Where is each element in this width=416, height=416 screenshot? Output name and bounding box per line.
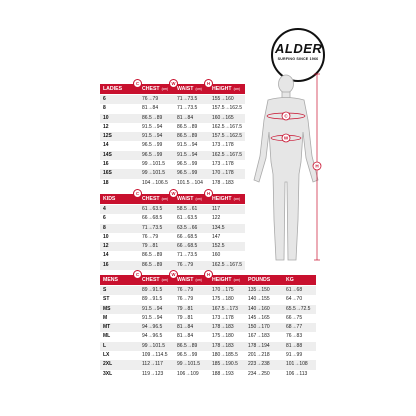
value-cell: 112→117 [142, 361, 163, 368]
size-cell: M [103, 314, 108, 321]
size-cell: 14 [103, 142, 109, 149]
value-cell: 178→183 [212, 342, 234, 349]
value-cell: 173→178 [212, 142, 234, 149]
chest-badge: C [133, 189, 142, 198]
value-cell: 99→101.5 [142, 170, 166, 177]
value-cell: 71→73.5 [177, 252, 198, 259]
value-cell: 135→150 [248, 287, 270, 293]
value-cell: 162.5→167.5 [212, 261, 243, 268]
table-row [100, 141, 245, 150]
value-cell: 71→73.5 [142, 224, 163, 231]
logo-wordmark: ALDER [275, 41, 323, 56]
value-cell: 162.5→167.5 [212, 151, 243, 158]
size-cell: LX [103, 352, 110, 359]
value-cell: 96.5→99 [177, 352, 198, 359]
size-cell: 2XL [103, 361, 113, 368]
height-badge: H [204, 189, 213, 198]
figure-waist-badge: W [283, 135, 289, 141]
table-row [100, 95, 245, 104]
value-cell: 188→193 [212, 370, 234, 377]
value-cell: 86.5→89 [142, 261, 163, 268]
value-cell: 223→238 [248, 361, 270, 368]
value-cell: 81→84 [177, 324, 194, 331]
value-cell: 173→178 [212, 314, 234, 321]
value-cell: 94→96.5 [142, 324, 163, 331]
waist-badge: W [169, 189, 178, 198]
header-cell-height: HEIGHT (cm) [212, 196, 240, 202]
value-cell: 66→68.5 [142, 215, 163, 222]
value-cell: 76→79 [177, 287, 194, 293]
value-cell: 106→109 [177, 370, 199, 377]
value-cell: 76→79 [142, 96, 159, 102]
value-cell: 160 [212, 252, 221, 259]
value-cell: 91.5→94 [177, 151, 198, 158]
header-cell-chest: CHEST (cm) [142, 196, 168, 202]
value-cell: 76→79 [177, 261, 194, 268]
figure-height-badge: H [315, 163, 319, 169]
value-cell: 152.5 [212, 243, 225, 250]
value-cell: 157.5→162.5 [212, 133, 243, 140]
value-cell: 91.5→94 [142, 133, 163, 140]
kids-rows [100, 205, 245, 270]
value-cell: 94→96.5 [142, 333, 163, 340]
value-cell: 185→190.5 [212, 361, 238, 368]
size-cell: 16 [103, 261, 109, 268]
value-cell: 157.5→162.5 [212, 105, 243, 112]
figure-chest-badge: C [284, 113, 288, 119]
value-cell: 86.5→89 [177, 123, 198, 130]
kids-table-header [100, 191, 245, 205]
value-cell: 96.5→99 [177, 161, 198, 168]
ladies-rows [100, 95, 245, 188]
value-cell: 61→63.5 [142, 206, 163, 212]
value-cell: 117 [212, 206, 220, 212]
size-cell: 10 [103, 114, 109, 121]
header-cell-height: HEIGHT (cm) [212, 277, 240, 283]
size-cell: 16S [103, 170, 112, 177]
size-cell: 16 [103, 161, 109, 168]
value-cell: 76→79 [142, 233, 159, 240]
value-cell: 201→218 [248, 352, 270, 359]
size-cell: 3XL [103, 370, 113, 377]
value-cell: 101.5→104 [177, 179, 203, 186]
value-cell: 86.5→89 [177, 133, 198, 140]
value-cell: 79→81 [142, 243, 159, 250]
value-cell: 91→99 [286, 352, 303, 359]
value-cell: 180→185.5 [212, 352, 238, 359]
header-cell-pounds: POUNDS [248, 277, 271, 283]
header-cell-waist: WAIST (cm) [177, 277, 202, 283]
value-cell: 68→77 [286, 324, 303, 331]
table-row [100, 305, 316, 314]
kids-size-table [100, 191, 245, 270]
value-cell: 175→180 [212, 333, 234, 340]
value-cell: 234→250 [248, 370, 270, 377]
table-row [100, 132, 245, 141]
value-cell: 81→88 [286, 342, 303, 349]
size-cell: 4 [103, 206, 106, 212]
value-cell: 178→183 [212, 179, 234, 186]
value-cell: 155→160 [212, 96, 234, 102]
value-cell: 86.5→89 [142, 252, 163, 259]
header-cell-chest: CHEST (cm) [142, 86, 168, 92]
table-row [100, 151, 245, 160]
value-cell: 170→178 [212, 170, 234, 177]
table-row [100, 179, 245, 188]
height-badge: H [204, 79, 213, 88]
value-cell: 162.5→167.5 [212, 123, 243, 130]
table-row [100, 261, 245, 270]
value-cell: 91.5→94 [177, 142, 198, 149]
value-cell: 91.5→94 [142, 123, 163, 130]
value-cell: 71→73.5 [177, 105, 198, 112]
size-cell: MS [103, 305, 111, 312]
value-cell: 99→101.5 [177, 361, 201, 368]
value-cell: 76→79 [177, 296, 194, 303]
table-row [100, 342, 316, 351]
value-cell: 64→70 [286, 296, 303, 303]
value-cell: 96.5→99 [142, 151, 163, 158]
table-row [100, 114, 245, 123]
value-cell: 81→84 [142, 105, 159, 112]
table-row [100, 123, 245, 132]
value-cell: 91.5→94 [142, 305, 163, 312]
size-cell: 8 [103, 224, 106, 231]
value-cell: 58.5→61 [177, 206, 198, 212]
table-row [100, 224, 245, 233]
mens-rows [100, 286, 316, 379]
header-cell-size: KIDS [103, 196, 116, 202]
table-row [100, 233, 245, 242]
size-cell: 6 [103, 96, 106, 102]
value-cell: 178→194 [248, 342, 270, 349]
body-measurement-figure [246, 70, 326, 270]
value-cell: 101→108 [286, 361, 308, 368]
table-row [100, 332, 316, 341]
value-cell: 81→84 [177, 114, 194, 121]
value-cell: 96.5→99 [177, 170, 198, 177]
value-cell: 104→106.5 [142, 179, 168, 186]
header-cell-waist: WAIST (cm) [177, 86, 202, 92]
value-cell: 170→175 [212, 287, 234, 293]
value-cell: 66→68.5 [177, 233, 198, 240]
table-row [100, 286, 316, 295]
table-row [100, 360, 316, 369]
value-cell: 160→165 [212, 114, 234, 121]
value-cell: 147 [212, 233, 221, 240]
value-cell: 91.5→94 [142, 314, 163, 321]
size-cell: 10 [103, 233, 109, 240]
value-cell: 61→68 [286, 287, 303, 293]
value-cell: 122 [212, 215, 221, 222]
value-cell: 99→101.5 [142, 161, 166, 168]
header-cell-waist: WAIST (cm) [177, 196, 202, 202]
size-cell: ML [103, 333, 111, 340]
table-row [100, 314, 316, 323]
value-cell: 106→113 [286, 370, 308, 377]
value-cell: 99→101.5 [142, 342, 166, 349]
mens-size-table [100, 272, 316, 379]
size-cell: 8 [103, 105, 106, 112]
size-cell: 14S [103, 151, 112, 158]
logo-tagline: SURFING SINCE 1966 [277, 57, 319, 61]
table-row [100, 295, 316, 304]
table-row [100, 214, 245, 223]
value-cell: 140→160 [248, 305, 270, 312]
table-row [100, 104, 245, 113]
table-row [100, 160, 245, 169]
waist-badge: W [169, 270, 178, 279]
size-cell: 12 [103, 123, 109, 130]
size-cell: 12S [103, 133, 112, 140]
value-cell: 150→170 [248, 324, 270, 331]
value-cell: 86.5→89 [142, 114, 163, 121]
table-row [100, 370, 316, 379]
table-row [100, 351, 316, 360]
size-cell: 18 [103, 179, 109, 186]
size-cell: 12 [103, 243, 109, 250]
table-row [100, 323, 316, 332]
value-cell: 173→178 [212, 161, 234, 168]
header-cell-height: HEIGHT (cm) [212, 86, 240, 92]
value-cell: 167→183 [248, 333, 270, 340]
value-cell: 79→81 [177, 305, 194, 312]
value-cell: 81→84 [177, 333, 194, 340]
size-cell: MT [103, 324, 111, 331]
size-cell: S [103, 287, 107, 293]
value-cell: 145→165 [248, 314, 270, 321]
value-cell: 89→91.5 [142, 296, 163, 303]
value-cell: 63.5→66 [177, 224, 198, 231]
value-cell: 66→75 [286, 314, 303, 321]
header-cell-chest: CHEST (cm) [142, 277, 168, 283]
height-badge: H [204, 270, 213, 279]
value-cell: 66→68.5 [177, 243, 198, 250]
value-cell: 178→183 [212, 324, 234, 331]
value-cell: 89→91.5 [142, 287, 163, 293]
value-cell: 119→123 [142, 370, 164, 377]
chest-badge: C [133, 79, 142, 88]
size-cell: 6 [103, 215, 106, 222]
ladies-size-table [100, 81, 245, 188]
table-row [100, 205, 245, 214]
waist-badge: W [169, 79, 178, 88]
value-cell: 86.5→89 [177, 342, 198, 349]
value-cell: 109→114.5 [142, 352, 168, 359]
value-cell: 175→180 [212, 296, 234, 303]
body-silhouette [254, 75, 318, 260]
table-row [100, 242, 245, 251]
value-cell: 79→81 [177, 314, 194, 321]
header-cell-size: MENS [103, 277, 118, 283]
value-cell: 140→155 [248, 296, 270, 303]
value-cell: 61→63.5 [177, 215, 198, 222]
ladies-table-header [100, 81, 245, 95]
table-row [100, 169, 245, 178]
table-row [100, 251, 245, 260]
value-cell: 65.5→72.5 [286, 305, 311, 312]
value-cell: 134.5 [212, 224, 225, 231]
value-cell: 71→73.5 [177, 96, 198, 102]
size-cell: L [103, 342, 107, 349]
chest-badge: C [133, 270, 142, 279]
header-cell-kg: KG [286, 277, 294, 283]
size-cell: ST [103, 296, 110, 303]
header-cell-size: LADIES [103, 86, 123, 92]
mens-table-header [100, 272, 316, 286]
size-cell: 14 [103, 252, 109, 259]
value-cell: 76→83 [286, 333, 303, 340]
value-cell: 167.5→173 [212, 305, 238, 312]
value-cell: 96.5→99 [142, 142, 163, 149]
